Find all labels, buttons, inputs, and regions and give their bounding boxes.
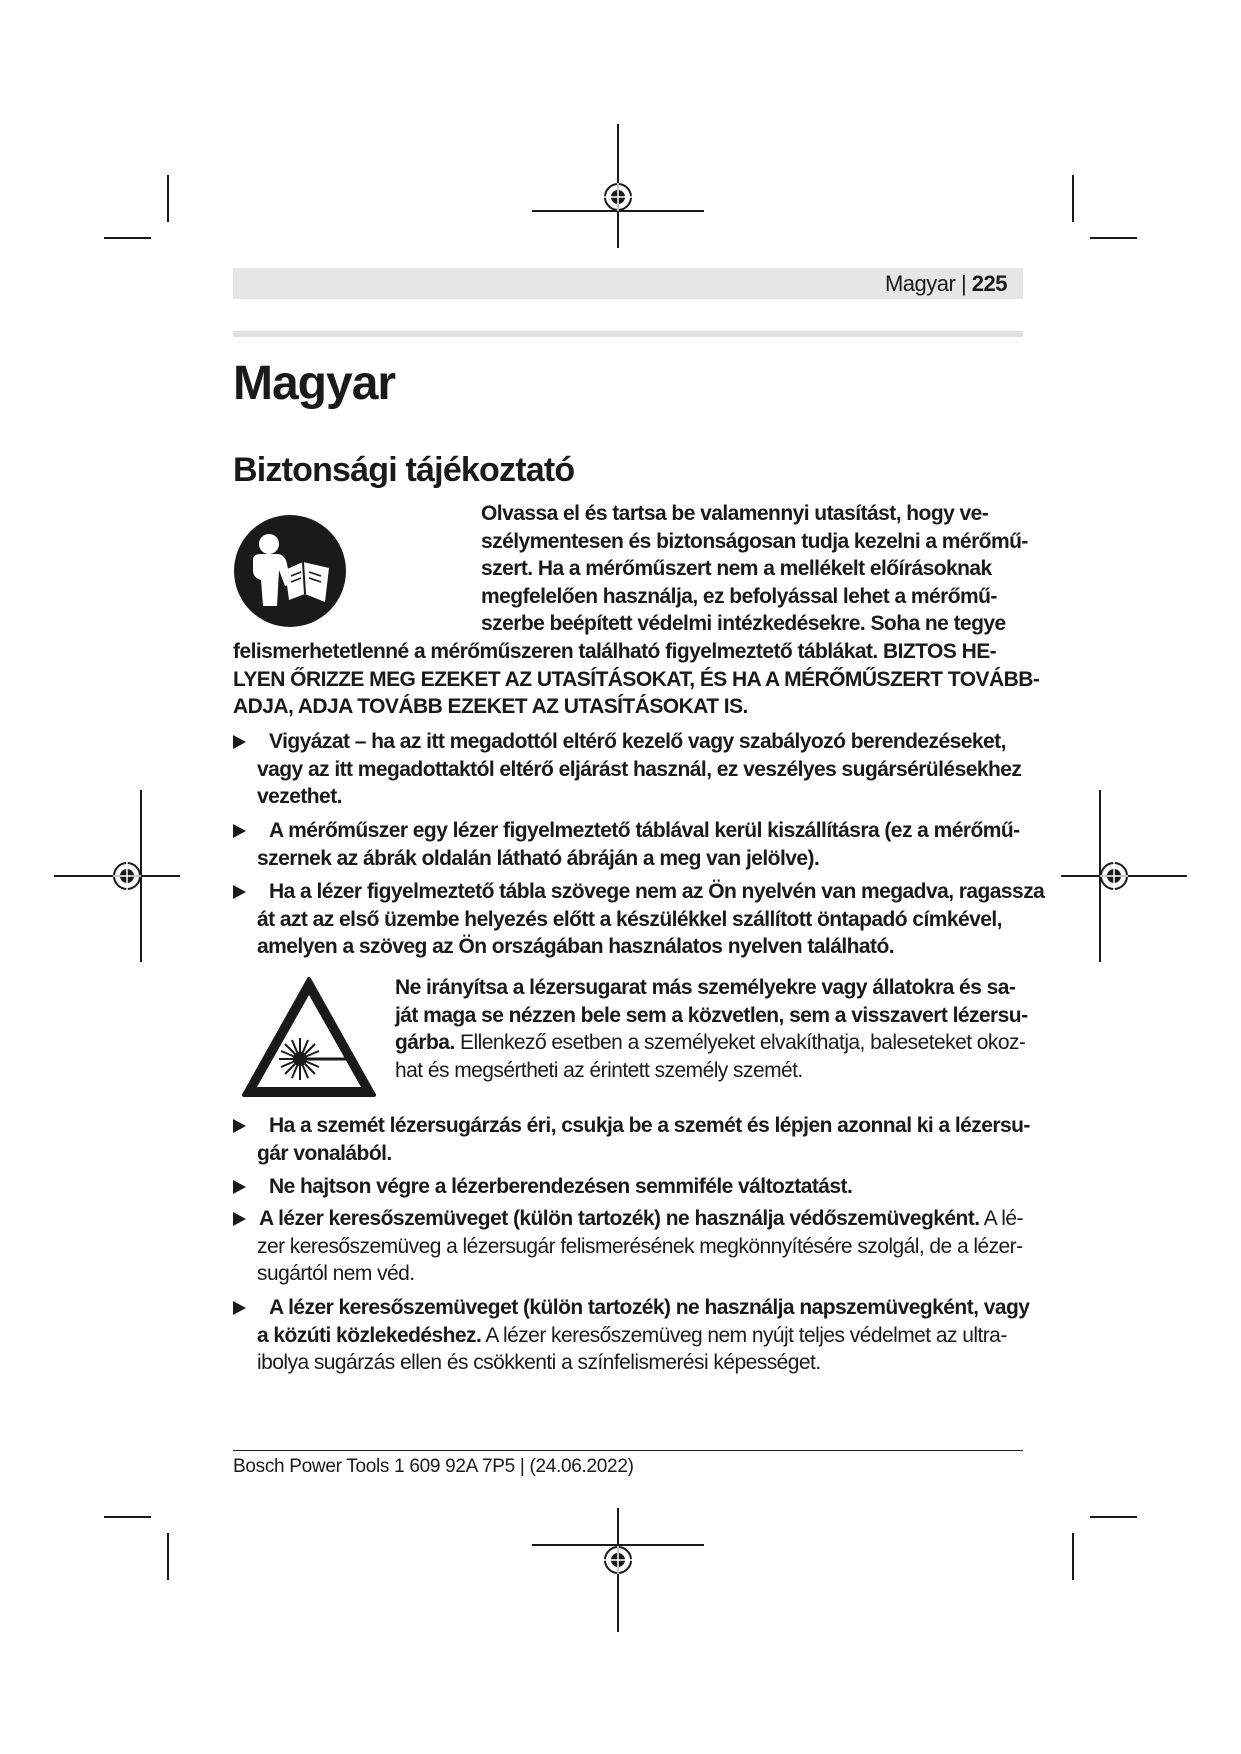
crop-mark xyxy=(104,237,151,239)
crop-mark xyxy=(1072,1533,1074,1580)
bullet-line: amelyen a szöveg az Ön országában használatos nyelven található. xyxy=(257,935,895,958)
bullet-line: vezethet. xyxy=(257,785,342,808)
bullet-line xyxy=(257,1322,1057,1350)
footer-rule xyxy=(233,1450,1023,1451)
bullet-normal: A lézer keresőszemüveg nem nyújt teljes védelmet az ultra- xyxy=(481,1323,1007,1347)
bullet-line: zer keresőszemüveg a lézersugár felismerésének megkönnyítésére szolgál, de a lézer- xyxy=(257,1234,1023,1258)
laser-bold: gárba. xyxy=(395,1031,455,1054)
bullet-line: A mérőműszer egy lézer figyelmeztető táblával kerül kiszállításra (ez a mérőmű- xyxy=(269,819,1020,842)
crop-mark xyxy=(104,1516,151,1518)
running-header xyxy=(233,268,1023,299)
bullet-marker-icon xyxy=(233,1212,246,1226)
registration-mark-icon xyxy=(1061,790,1187,962)
intro-line: szélymentesen és biztonságosan tudja kezelni a mérőmű- xyxy=(481,529,1028,553)
section-title: Biztonsági tájékoztató xyxy=(233,451,575,489)
bullet-marker-icon xyxy=(233,735,246,749)
header-section: Magyar xyxy=(884,271,956,296)
intro-paragraph xyxy=(481,500,1028,638)
bullet-normal: A lé- xyxy=(979,1207,1023,1230)
bullet-bold: A lézer keresőszemüveget (külön tartozék) ne használja védőszemüvegként. xyxy=(259,1207,980,1230)
page-title: Magyar xyxy=(233,357,396,410)
bullet-marker-icon xyxy=(233,1180,246,1194)
laser-warning-text xyxy=(395,974,1028,1084)
intro-full-line: felismerhetetlenné a mérőműszeren található figyelmeztető táblákat. BIZTOS HE- xyxy=(233,640,997,663)
intro-line: szerbe beépített védelmi intézkedésekre. Soha ne tegye xyxy=(481,612,1006,635)
header-rule xyxy=(233,331,1023,337)
laser-line: Ne irányítsa a lézersugarat más személyekre vagy állatokra és sa- xyxy=(395,976,1016,999)
bullet-line: vagy az itt megadottaktól eltérő eljárást használ, ez veszélyes sugársérülésekhez xyxy=(257,757,1022,781)
bullet-bold: a közúti közlekedéshez. xyxy=(257,1323,482,1347)
bullet-line: Vigyázat – ha az itt megadottól eltérő kezelő vagy szabályozó berendezéseket, xyxy=(269,730,1006,753)
bullet-line: át azt az első üzembe helyezés előtt a készülékkel szállított öntapadó címkével, xyxy=(257,907,1002,931)
intro-line: Olvassa el és tartsa be valamennyi utasítást, hogy ve- xyxy=(481,502,989,525)
intro-full-line: ADJA, ADJA TOVÁBB EZEKET AZ UTASÍTÁSOKAT IS. xyxy=(233,695,748,718)
bullet-line: sugártól nem véd. xyxy=(257,1262,415,1285)
crop-mark xyxy=(1090,1516,1137,1518)
bullet-line xyxy=(259,1205,1057,1233)
page-number: 225 xyxy=(971,271,1007,296)
laser-line xyxy=(395,1029,1028,1057)
bullet-line: Ha a szemét lézersugárzás éri, csukja be a szemét és lépjen azonnal ki a lézersu- xyxy=(269,1114,1030,1137)
bullet-line: gár vonalából. xyxy=(257,1141,392,1165)
bullet-line: Ha a lézer figyelmeztető tábla szövege nem az Ön nyelvén van megadva, ragassza xyxy=(269,880,1045,903)
crop-mark xyxy=(167,1533,169,1580)
bullet-line: ibolya sugárzás ellen és csökkenti a színfelismerési képességet. xyxy=(257,1351,821,1374)
registration-mark-icon xyxy=(54,790,180,962)
intro-full-line: LYEN ŐRIZZE MEG EZEKET AZ UTASÍTÁSOKAT, ÉS HA A MÉRŐMŰSZERT TOVÁBB- xyxy=(233,667,1040,691)
laser-normal: Ellenkező esetben a személyeket elvakíthatja, baleseteket okoz- xyxy=(454,1031,1026,1054)
header-text xyxy=(885,271,1007,296)
laser-line: hat és megsértheti az érintett személy szemét. xyxy=(395,1058,803,1082)
crop-mark xyxy=(1090,237,1137,239)
registration-mark-icon xyxy=(532,124,704,248)
intro-line: szert. Ha a mérőműszert nem a mellékelt előírásoknak xyxy=(481,557,992,580)
bullet-line: Ne hajtson végre a lézerberendezésen semmiféle változtatást. xyxy=(269,1175,853,1198)
intro-line: megfelelően használja, ez befolyással lehet a mérőmű- xyxy=(481,584,997,608)
bullet-marker-icon xyxy=(233,824,246,838)
laser-warning-icon xyxy=(240,975,378,1100)
intro-paragraph-cont xyxy=(233,638,1039,721)
crop-mark xyxy=(167,175,169,222)
bullet-marker-icon xyxy=(233,1119,246,1133)
bullet-marker-icon xyxy=(233,885,246,899)
bullet-line: szernek az ábrák oldalán látható ábráján a meg van jelölve). xyxy=(257,846,820,870)
bullet-line: A lézer keresőszemüveget (külön tartozék) ne használja napszemüvegként, vagy xyxy=(269,1296,1030,1319)
read-manual-icon xyxy=(233,514,347,628)
header-separator: | xyxy=(960,271,967,296)
footer-text: Bosch Power Tools 1 609 92A 7P5 | (24.06.2022) xyxy=(233,1456,634,1477)
laser-line: ját maga se nézzen bele sem a közvetlen, sem a visszavert lézersu- xyxy=(395,1003,1028,1027)
registration-mark-icon xyxy=(532,1508,704,1632)
bullet-marker-icon xyxy=(233,1301,246,1315)
crop-mark xyxy=(1072,175,1074,222)
